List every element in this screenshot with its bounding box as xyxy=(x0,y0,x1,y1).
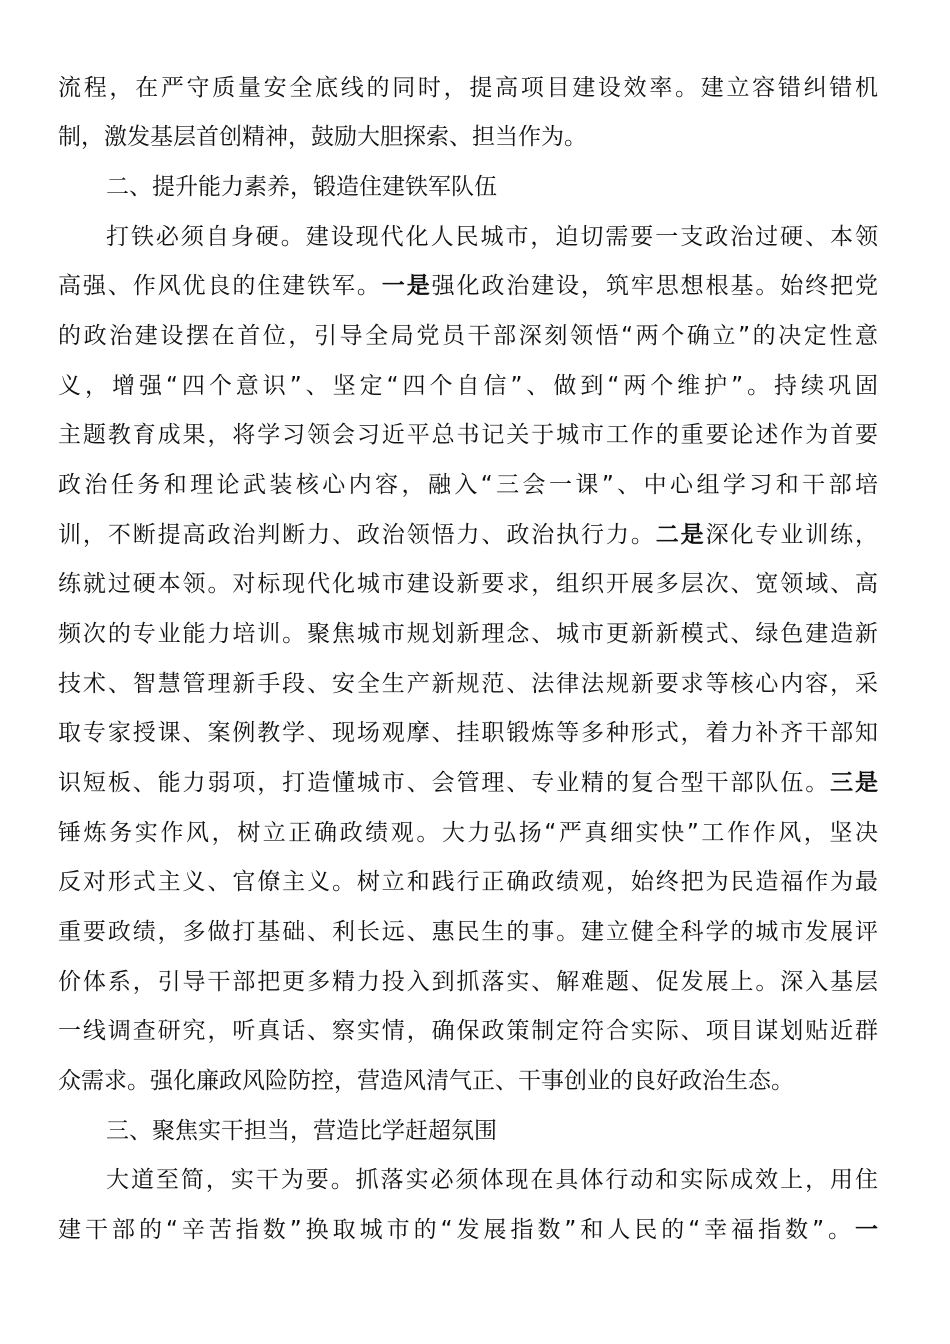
paragraph-line: 众需求。强化廉政风险防控，营造风清气正、干事创业的良好政治生态。 xyxy=(58,1068,794,1094)
paragraph-line: 反对形式主义、官僚主义。树立和践行正确政绩观，始终把为民造福作为最 xyxy=(58,869,878,895)
paragraph-line: 练就过硬本领。对标现代化城市建设新要求，组织开展多层次、宽领域、高 xyxy=(58,571,878,597)
paragraph-line: 政治任务和理论武装核心内容，融入“三会一课”、中心组学习和干部培 xyxy=(58,472,878,498)
paragraph-line: 高强、作风优良的住建铁军。一是强化政治建设，筑牢思想根基。始终把党 xyxy=(58,273,878,299)
paragraph-line: 技术、智慧管理新手段、安全生产新规范、法律法规新要求等核心内容，采 xyxy=(58,671,878,697)
paragraph-line: 识短板、能力弱项，打造懂城市、会管理、专业精的复合型干部队伍。三是 xyxy=(58,770,878,796)
emphasis-marker: 三是 xyxy=(830,770,878,796)
emphasis-marker: 一 xyxy=(855,1217,878,1243)
paragraph-line: 制，激发基层首创精神，鼓励大胆探索、担当作为。 xyxy=(58,124,587,150)
paragraph-line: 大道至简，实干为要。抓落实必须体现在具体行动和实际成效上，用住 xyxy=(106,1167,878,1193)
paragraph-line: 义，增强“四个意识”、坚定“四个自信”、做到“两个维护”。持续巩固 xyxy=(58,373,878,399)
paragraph-line: 打铁必须自身硬。建设现代化人民城市，迫切需要一支政治过硬、本领 xyxy=(106,224,878,250)
section-heading: 二、提升能力素养，锻造住建铁军队伍 xyxy=(106,174,497,200)
paragraph-line: 频次的专业能力培训。聚焦城市规划新理念、城市更新新模式、绿色建造新 xyxy=(58,621,878,647)
paragraph-line: 重要政绩，多做打基础、利长远、惠民生的事。建立健全科学的城市发展评 xyxy=(58,919,878,945)
paragraph-line: 的政治建设摆在首位，引导全局党员干部深刻领悟“两个确立”的决定性意 xyxy=(58,323,878,349)
paragraph-line: 价体系，引导干部把更多精力投入到抓落实、解难题、促发展上。深入基层 xyxy=(58,969,878,995)
paragraph-line: 主题教育成果，将学习领会习近平总书记关于城市工作的重要论述作为首要 xyxy=(58,422,878,448)
emphasis-marker: 二是 xyxy=(655,522,706,548)
paragraph-line: 建干部的“辛苦指数”换取城市的“发展指数”和人民的“幸福指数”。一 xyxy=(58,1217,878,1243)
paragraph-line: 一线调查研究，听真话、察实情，确保政策制定符合实际、项目谋划贴近群 xyxy=(58,1018,878,1044)
paragraph-line: 训，不断提高政治判断力、政治领悟力、政治执行力。二是深化专业训练， xyxy=(58,522,878,548)
paragraph-line: 流程，在严守质量安全底线的同时，提高项目建设效率。建立容错纠错机 xyxy=(58,75,878,101)
paragraph-line: 取专家授课、案例教学、现场观摩、挂职锻炼等多种形式，着力补齐干部知 xyxy=(58,720,878,746)
emphasis-marker: 一是 xyxy=(381,273,432,299)
section-heading: 三、聚焦实干担当，营造比学赶超氛围 xyxy=(106,1118,497,1144)
paragraph-line: 锤炼务实作风，树立正确政绩观。大力弘扬“严真细实快”工作作风，坚决 xyxy=(58,820,878,846)
